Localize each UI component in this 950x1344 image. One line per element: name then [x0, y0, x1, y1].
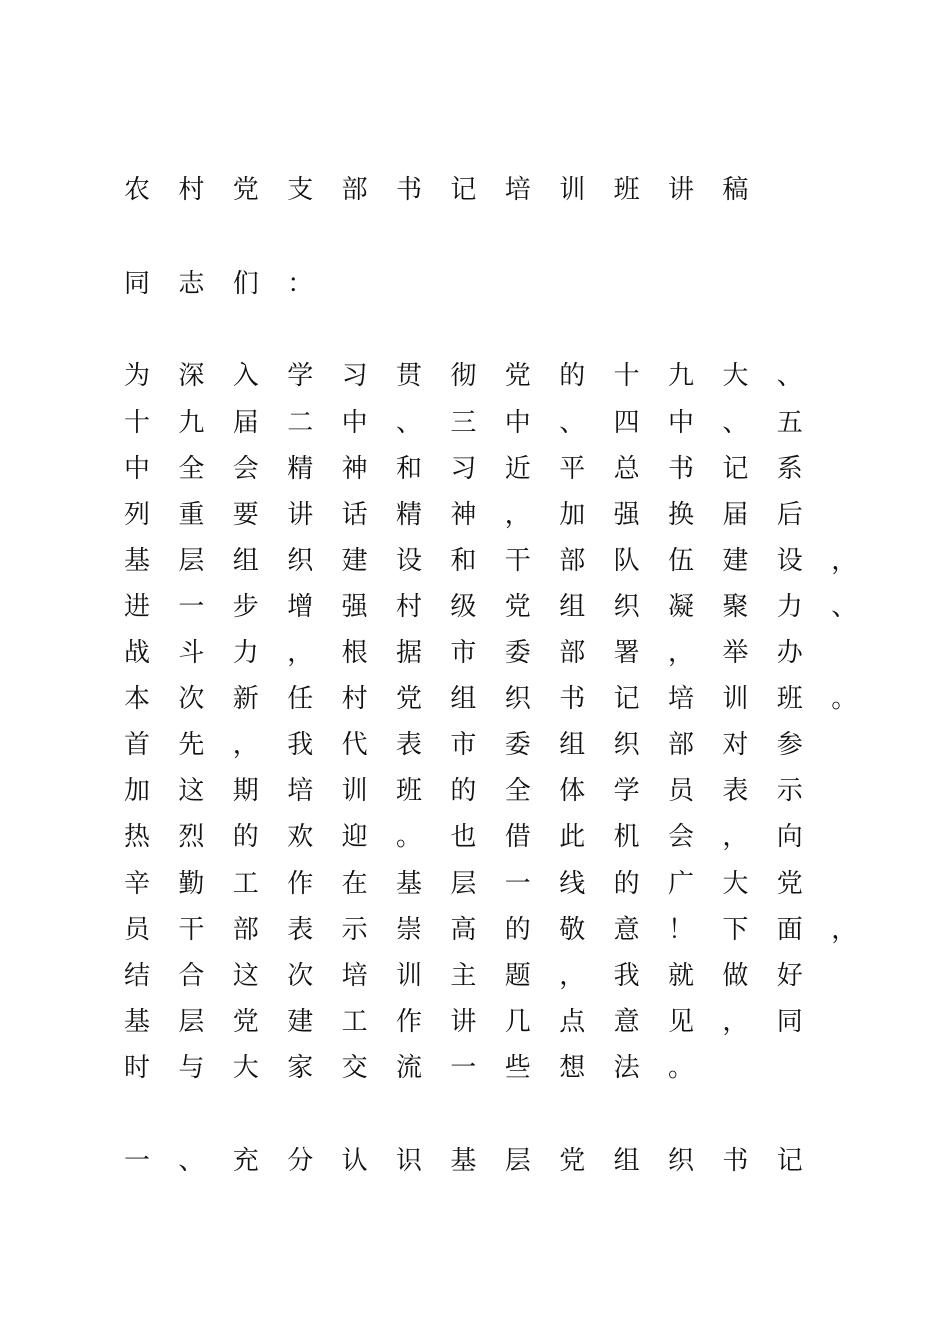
paragraph-line: 十九届二中、三中、四中、五	[124, 408, 832, 438]
paragraph-line: 热烈的欢迎。也借此机会，向	[124, 822, 832, 852]
paragraph-line: 基层组织建设和干部队伍建设，	[124, 546, 886, 576]
paragraph-line: 中全会精神和习近平总书记系	[124, 454, 832, 484]
paragraph-line: 首先，我代表市委组织部对参	[124, 730, 832, 760]
paragraph-line: 为深入学习贯彻党的十九大、	[124, 361, 832, 391]
paragraph-line: 员干部表示崇高的敬意！下面，	[124, 915, 886, 945]
paragraph-line: 辛勤工作在基层一线的广大党	[124, 869, 832, 899]
paragraph-line: 基层党建工作讲几点意见，同	[124, 1007, 832, 1037]
paragraph-line: 战斗力，根据市委部署，举办	[124, 638, 832, 668]
section-heading: 一、充分认识基层党组织书记	[124, 1146, 832, 1176]
paragraph-line: 加这期培训班的全体学员表示	[124, 776, 832, 806]
salutation: 同志们：	[124, 269, 342, 299]
paragraph-line: 本次新任村党组织书记培训班。	[124, 684, 886, 714]
paragraph-line: 结合这次培训主题，我就做好	[124, 961, 832, 991]
paragraph-line: 进一步增强村级党组织凝聚力、	[124, 592, 886, 622]
document-title: 农村党支部书记培训班讲稿	[124, 175, 777, 205]
paragraph-line: 列重要讲话精神，加强换届后	[124, 500, 832, 530]
paragraph-line: 时与大家交流一些想法。	[124, 1053, 723, 1083]
